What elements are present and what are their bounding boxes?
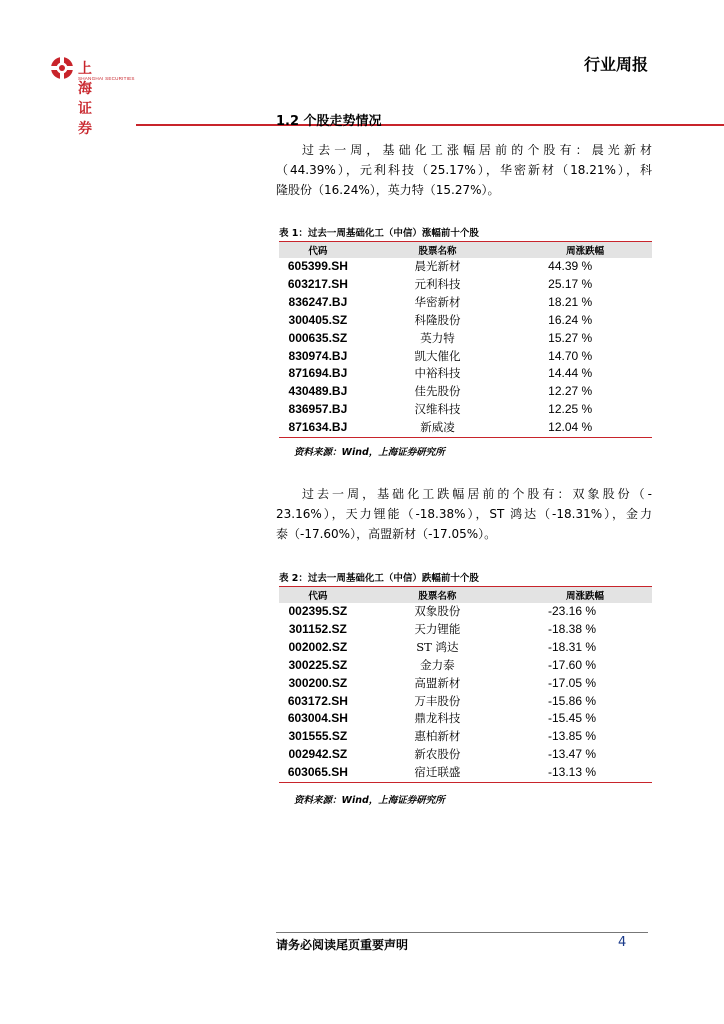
stock-code: 603004.SH: [287, 711, 348, 726]
footer-disclaimer: 请务必阅读尾页重要声明: [276, 938, 409, 952]
weekly-change: 16.24 %: [548, 312, 593, 327]
weekly-change: 18.21 %: [548, 294, 593, 309]
stock-code: 871694.BJ: [288, 366, 348, 381]
stock-name: 宿迁联盛: [357, 764, 518, 782]
weekly-change: -13.47 %: [547, 747, 597, 762]
stock-name: 万丰股份: [414, 693, 461, 708]
stock-code: 430489.BJ: [288, 384, 348, 399]
stock-name: 高盟新材: [414, 675, 461, 690]
column-header-name: 股票名称: [357, 242, 518, 259]
table-row: [279, 675, 652, 693]
stock-name: 中裕科技: [414, 366, 461, 381]
stock-name: ST 鸿达: [416, 639, 459, 654]
top-losers-table: [279, 586, 652, 783]
stock-name: 华密新材: [414, 294, 461, 309]
stock-code: 871634.BJ: [279, 419, 357, 437]
stock-name: 凯大催化: [414, 348, 461, 363]
table-row: [279, 312, 652, 330]
weekly-change: -17.05 %: [547, 675, 597, 690]
stock-name: 双象股份: [414, 604, 461, 618]
table-row: [279, 746, 652, 764]
top-gainers-table: [279, 241, 652, 438]
weekly-change: -15.45 %: [547, 711, 597, 726]
stock-name: 英力特: [420, 330, 455, 345]
table-row: [279, 710, 652, 728]
table-row: [279, 330, 652, 348]
table-row: [279, 764, 652, 782]
paragraph-line: 过去一周，基础化工跌幅居前的个股有：双象股份（-: [302, 487, 652, 501]
logo-emblem-icon: [50, 56, 74, 80]
table-row: [279, 621, 652, 639]
column-header-name: 股票名称: [357, 587, 518, 604]
stock-name: 汉维科技: [414, 402, 461, 417]
stock-code: 002942.SZ: [288, 747, 348, 762]
stock-name: 鼎龙科技: [414, 711, 461, 726]
table-caption: 表 2：过去一周基础化工（中信）跌幅前十个股: [279, 573, 479, 584]
weekly-change: -17.60 %: [547, 657, 597, 672]
stock-code: 301555.SZ: [288, 729, 348, 744]
table-row: [279, 419, 652, 437]
stock-code: 830974.BJ: [288, 348, 348, 363]
weekly-change: 25.17 %: [548, 276, 593, 291]
stock-name: 佳先股份: [414, 384, 461, 399]
page-number: 4: [618, 935, 627, 950]
stock-code: 002002.SZ: [288, 639, 348, 654]
table-row: [279, 258, 652, 276]
table-row: [279, 383, 652, 401]
stock-code: 002395.SZ: [288, 604, 348, 618]
weekly-change: 15.27 %: [548, 330, 593, 345]
logo-text-cn: 上海证券: [78, 61, 93, 137]
table-row: [279, 603, 652, 621]
weekly-change: 12.04 %: [518, 419, 652, 437]
stock-name: 天力锂能: [414, 621, 461, 636]
weekly-change: -18.38 %: [547, 621, 597, 636]
stock-code: 301152.SZ: [288, 621, 347, 636]
paragraph-gainers: [276, 140, 652, 200]
weekly-change: 14.70 %: [548, 348, 593, 363]
weekly-change: -23.16 %: [547, 604, 597, 618]
stock-code: 300200.SZ: [288, 675, 348, 690]
paragraph-line: 隆股份（16.24%），英力特（15.27%）。: [276, 183, 500, 197]
weekly-change: -13.85 %: [547, 729, 597, 744]
footer-divider: [276, 932, 648, 933]
weekly-change: 44.39 %: [548, 259, 593, 273]
stock-code: 836957.BJ: [288, 402, 348, 417]
stock-code: 000635.SZ: [288, 330, 348, 345]
stock-code: 605399.SH: [287, 259, 348, 273]
table-caption: 表 1：过去一周基础化工（中信）涨幅前十个股: [279, 228, 479, 239]
stock-code: 836247.BJ: [288, 294, 348, 309]
section-title: 1.2 个股走势情况: [276, 114, 382, 129]
table-row: [279, 294, 652, 312]
table-header-row: [279, 587, 652, 604]
table-source-note: 资料来源：Wind，上海证券研究所: [294, 447, 445, 458]
weekly-change: -15.86 %: [547, 693, 597, 708]
table-row: [279, 693, 652, 711]
weekly-change: -18.31 %: [547, 639, 597, 654]
table-row: [279, 276, 652, 294]
column-header-change: 周涨跌幅: [518, 242, 652, 259]
stock-name: 新威凌: [357, 419, 518, 437]
table-row: [279, 401, 652, 419]
weekly-change: 12.25 %: [548, 402, 593, 417]
table-row: [279, 348, 652, 366]
stock-name: 金力泰: [420, 657, 455, 672]
paragraph-line: （44.39%），元利科技（25.17%），华密新材（18.21%），科: [276, 163, 652, 177]
weekly-change: 14.44 %: [548, 366, 593, 381]
table-source-note: 资料来源：Wind，上海证券研究所: [294, 795, 445, 806]
paragraph-line: 23.16%），天力锂能（-18.38%），ST 鸿达（-18.31%），金力: [276, 507, 652, 521]
table-row: [279, 657, 652, 675]
stock-name: 科隆股份: [414, 312, 461, 327]
table-row: [279, 728, 652, 746]
weekly-change: -13.13 %: [518, 764, 652, 782]
column-header-code: 代码: [279, 242, 357, 259]
stock-name: 惠柏新材: [414, 729, 461, 744]
weekly-change: 12.27 %: [548, 384, 593, 399]
stock-code: 603065.SH: [279, 764, 357, 782]
stock-code: 300225.SZ: [288, 657, 348, 672]
stock-code: 300405.SZ: [288, 312, 348, 327]
column-header-change: 周涨跌幅: [518, 587, 652, 604]
stock-code: 603172.SH: [287, 693, 348, 708]
report-type-title: 行业周报: [583, 55, 648, 74]
header-divider: [136, 124, 724, 126]
paragraph-line: 泰（-17.60%），高盟新材（-17.05%）。: [276, 527, 497, 541]
paragraph-line: 过去一周，基础化工涨幅居前的个股有：晨光新材: [302, 143, 652, 157]
logo-text-en: SHANGHAI SECURITIES: [78, 76, 135, 81]
stock-name: 元利科技: [414, 276, 461, 291]
table-header-row: [279, 242, 652, 259]
column-header-code: 代码: [279, 587, 357, 604]
stock-code: 603217.SH: [287, 276, 348, 291]
table-row: [279, 365, 652, 383]
stock-name: 晨光新材: [414, 259, 461, 273]
table-row: [279, 639, 652, 657]
stock-name: 新农股份: [414, 747, 461, 762]
paragraph-losers: [276, 484, 652, 544]
